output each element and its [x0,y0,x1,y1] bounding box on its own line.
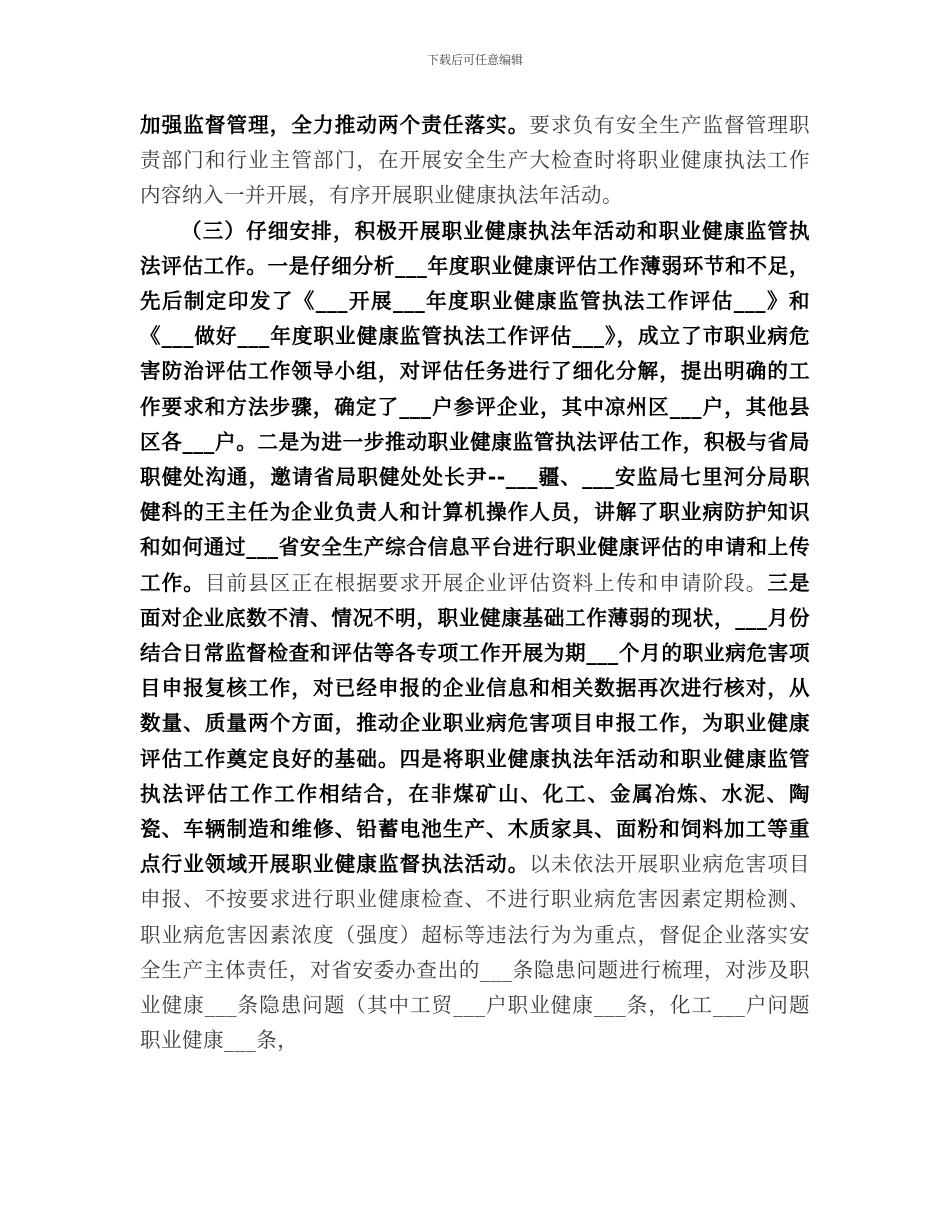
text-run: 目前县区正在根据要求开展企业评估资料上传和申请阶段。 [204,570,768,595]
bold-text-run: （三）仔细安排，积极开展职业健康执法年活动和职业健康监管执法评估工作。一是仔细分析___年度职业健康评估工作薄弱环节和不足，先后制定印发了《___开展___年度职业健康监管执法工作评估___》和《___做好___年度职业健康监管执法工作评估___》，成立了市职业病危害防治评估工作领导小组，对评估任务进行了细化分解，提出明确的工作要求和方法步骤，确定了___户参评企业，其中凉州区___户，其他县区各___户。二是为进一步推动职业健康监管执法评估工作，积极与省局职健处沟通，邀请省局职健处处长尹--___疆、___安监局七里河分局职健科的王主任为企业负责人和计算机操作人员，讲解了职业病防护知识和如何通过___省安全生产综合信息平台进行职业健康评估的申请和上传工作。 [140,218,810,595]
text-run: 以未依法开展职业病危害项目申报、不按要求进行职业健康检查、不进行职业病危害因素定期检测、职业病危害因素浓度（强度）超标等违法行为为重点，督促企业落实安全生产主体责任，对省安委办查出的___条隐患问题进行梳理，对涉及职业健康___条隐患问题（其中工贸___户职业健康___条，化工___户问题职业健康___条， [140,852,811,1053]
bold-text-run: 加强监督管理，全力推动两个责任落实。 [140,113,530,137]
paragraph [140,108,810,214]
bold-text-run: 三是面对企业底数不清、情况不明，职业健康基础工作薄弱的现状，___月份结合日常监督检查和评估等各专项工作开展为期___个月的职业病危害项目申报复核工作，对已经申报的企业信息和相关数据再次进行核对，从数量、质量两个方面，推动企业职业病危害项目申报工作，为职业健康评估工作奠定良好的基础。四是将职业健康执法年活动和职业健康监管执法评估工作工作相结合，在非煤矿山、化工、金属冶炼、水泥、陶瓷、车辆制造和维修、铅蓄电池生产、木质家具、面粉和饲料加工等重点行业领域开展职业健康监督执法活动。 [140,570,811,877]
text-run: 要求负有安全生产监督管理职责部门和行业主管部门，在开展安全生产大检查时将职业健康执法工作内容纳入一并开展，有序开展职业健康执法年活动。 [140,113,811,208]
document-body [140,108,810,1058]
paragraph [140,214,810,1059]
page-header: 下载后可任意编辑 [426,53,523,67]
